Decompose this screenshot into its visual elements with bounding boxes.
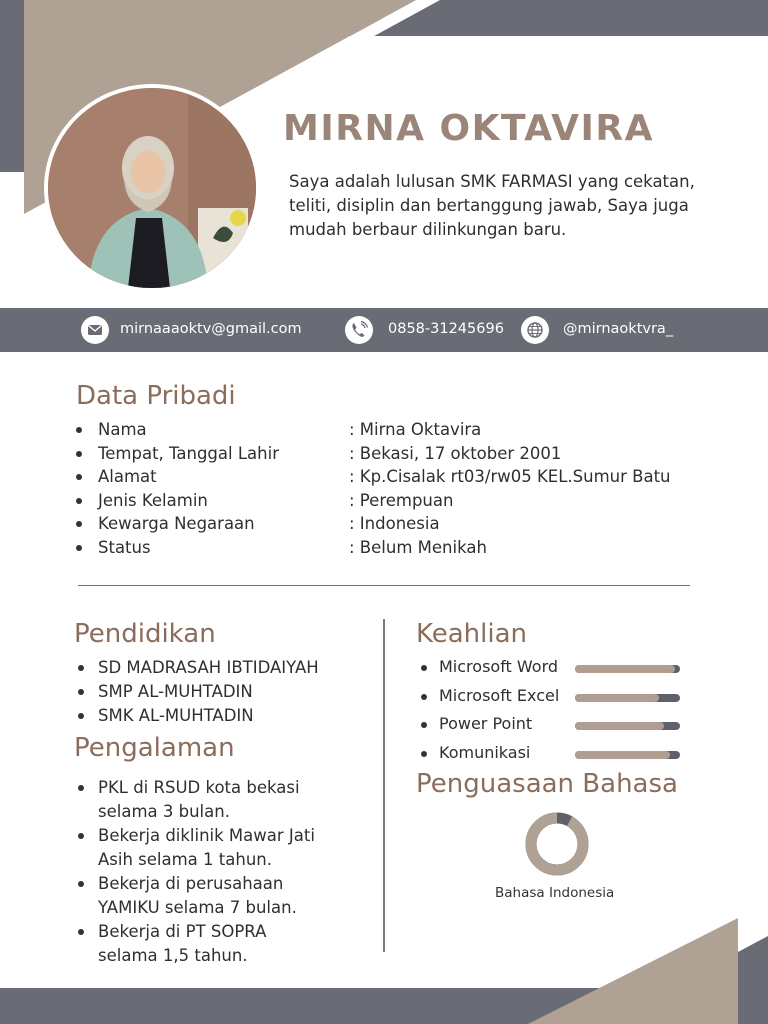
experience-item: Bekerja diklinik Mawar Jati Asih selama 1 tahun.: [76, 824, 326, 872]
contact-phone[interactable]: 0858-31245696: [388, 321, 504, 337]
personal-value: : Indonesia: [349, 514, 440, 534]
skill-bar-fill: [575, 665, 675, 673]
full-name: MIRNA OKTAVIRA: [283, 108, 654, 149]
education-heading: Pendidikan: [74, 619, 216, 649]
personal-label: Status: [98, 537, 151, 557]
skill-bar-fill: [575, 751, 670, 759]
skills-heading: Keahlian: [416, 619, 528, 649]
personal-item: [76, 489, 716, 513]
skill-label: Microsoft Word: [439, 657, 559, 676]
phone-icon: [345, 316, 373, 344]
personal-label: Alamat: [98, 467, 157, 487]
personal-data-list: [76, 418, 716, 560]
section-divider: [78, 585, 690, 586]
personal-item: [76, 536, 716, 560]
bottom-slate-band: [0, 988, 620, 1024]
column-divider: [383, 619, 385, 952]
experience-item: PKL di RSUD kota bekasi selama 3 bulan.: [76, 776, 326, 824]
skill-label: Power Point: [439, 714, 533, 734]
personal-item: [76, 442, 716, 466]
skill-bar: [575, 751, 680, 759]
bullet: [76, 545, 82, 551]
experience-list: [76, 776, 326, 968]
donut-fill: [531, 818, 583, 870]
personal-item: [76, 465, 716, 489]
personal-value: : Kp.Cisalak rt03/rw05 KEL.Sumur Batu: [349, 467, 671, 487]
bullet: [421, 665, 427, 671]
globe-icon: [521, 316, 549, 344]
experience-item: Bekerja di perusahaan YAMIKU selama 7 bulan.: [76, 872, 326, 920]
skill-label: Microsoft Excel: [439, 685, 560, 705]
contact-email[interactable]: mirnaaaoktv@gmail.com: [120, 321, 302, 337]
bullet: [76, 427, 82, 433]
personal-value: : Mirna Oktavira: [349, 420, 482, 439]
personal-label: Nama: [98, 420, 147, 439]
personal-heading: Data Pribadi: [76, 381, 236, 411]
personal-item: [76, 512, 716, 536]
education-list: [76, 656, 356, 728]
skill-bar: [575, 694, 680, 702]
experience-item: Bekerja di PT SOPRA selama 1,5 tahun.: [76, 920, 326, 968]
left-slate-strip: [0, 0, 24, 172]
bullet: [76, 521, 82, 527]
profile-photo: [44, 84, 260, 292]
personal-item: [76, 418, 716, 442]
experience-heading: Pengalaman: [74, 733, 235, 763]
profile-summary: Saya adalah lulusan SMK FARMASI yang cekatan, teliti, disiplin dan bertanggung jawab, Saya juga mudah berbaur dilinkungan baru.: [289, 172, 695, 239]
personal-label: Kewarga Negaraan: [98, 514, 255, 534]
personal-label: Tempat, Tanggal Lahir: [98, 443, 279, 463]
language-label: Bahasa Indonesia: [495, 885, 615, 901]
language-donut: [523, 810, 591, 878]
personal-value: : Bekasi, 17 oktober 2001: [349, 443, 562, 463]
personal-value: : Belum Menikah: [349, 537, 487, 557]
skill-bar: [575, 722, 680, 730]
personal-label: Jenis Kelamin: [98, 490, 208, 510]
contact-social[interactable]: @mirnaoktvra_: [563, 321, 674, 337]
education-item: SMP AL-MUHTADIN: [76, 680, 356, 704]
education-item: SMK AL-MUHTADIN: [76, 704, 356, 728]
personal-value: : Perempuan: [349, 490, 454, 510]
skill-bar-fill: [575, 694, 659, 702]
skill-bar-fill: [575, 722, 664, 730]
bullet: [76, 474, 82, 480]
right-slate-strip: [738, 936, 768, 1024]
skill-label: Komunikasi: [439, 743, 531, 763]
bullet: [76, 498, 82, 504]
education-item: SD MADRASAH IBTIDAIYAH: [76, 656, 356, 680]
mail-icon: [81, 316, 109, 344]
skill-bar: [575, 665, 680, 673]
bullet: [76, 451, 82, 457]
languages-heading: Penguasaan Bahasa: [416, 769, 678, 799]
bullet: [421, 694, 427, 700]
